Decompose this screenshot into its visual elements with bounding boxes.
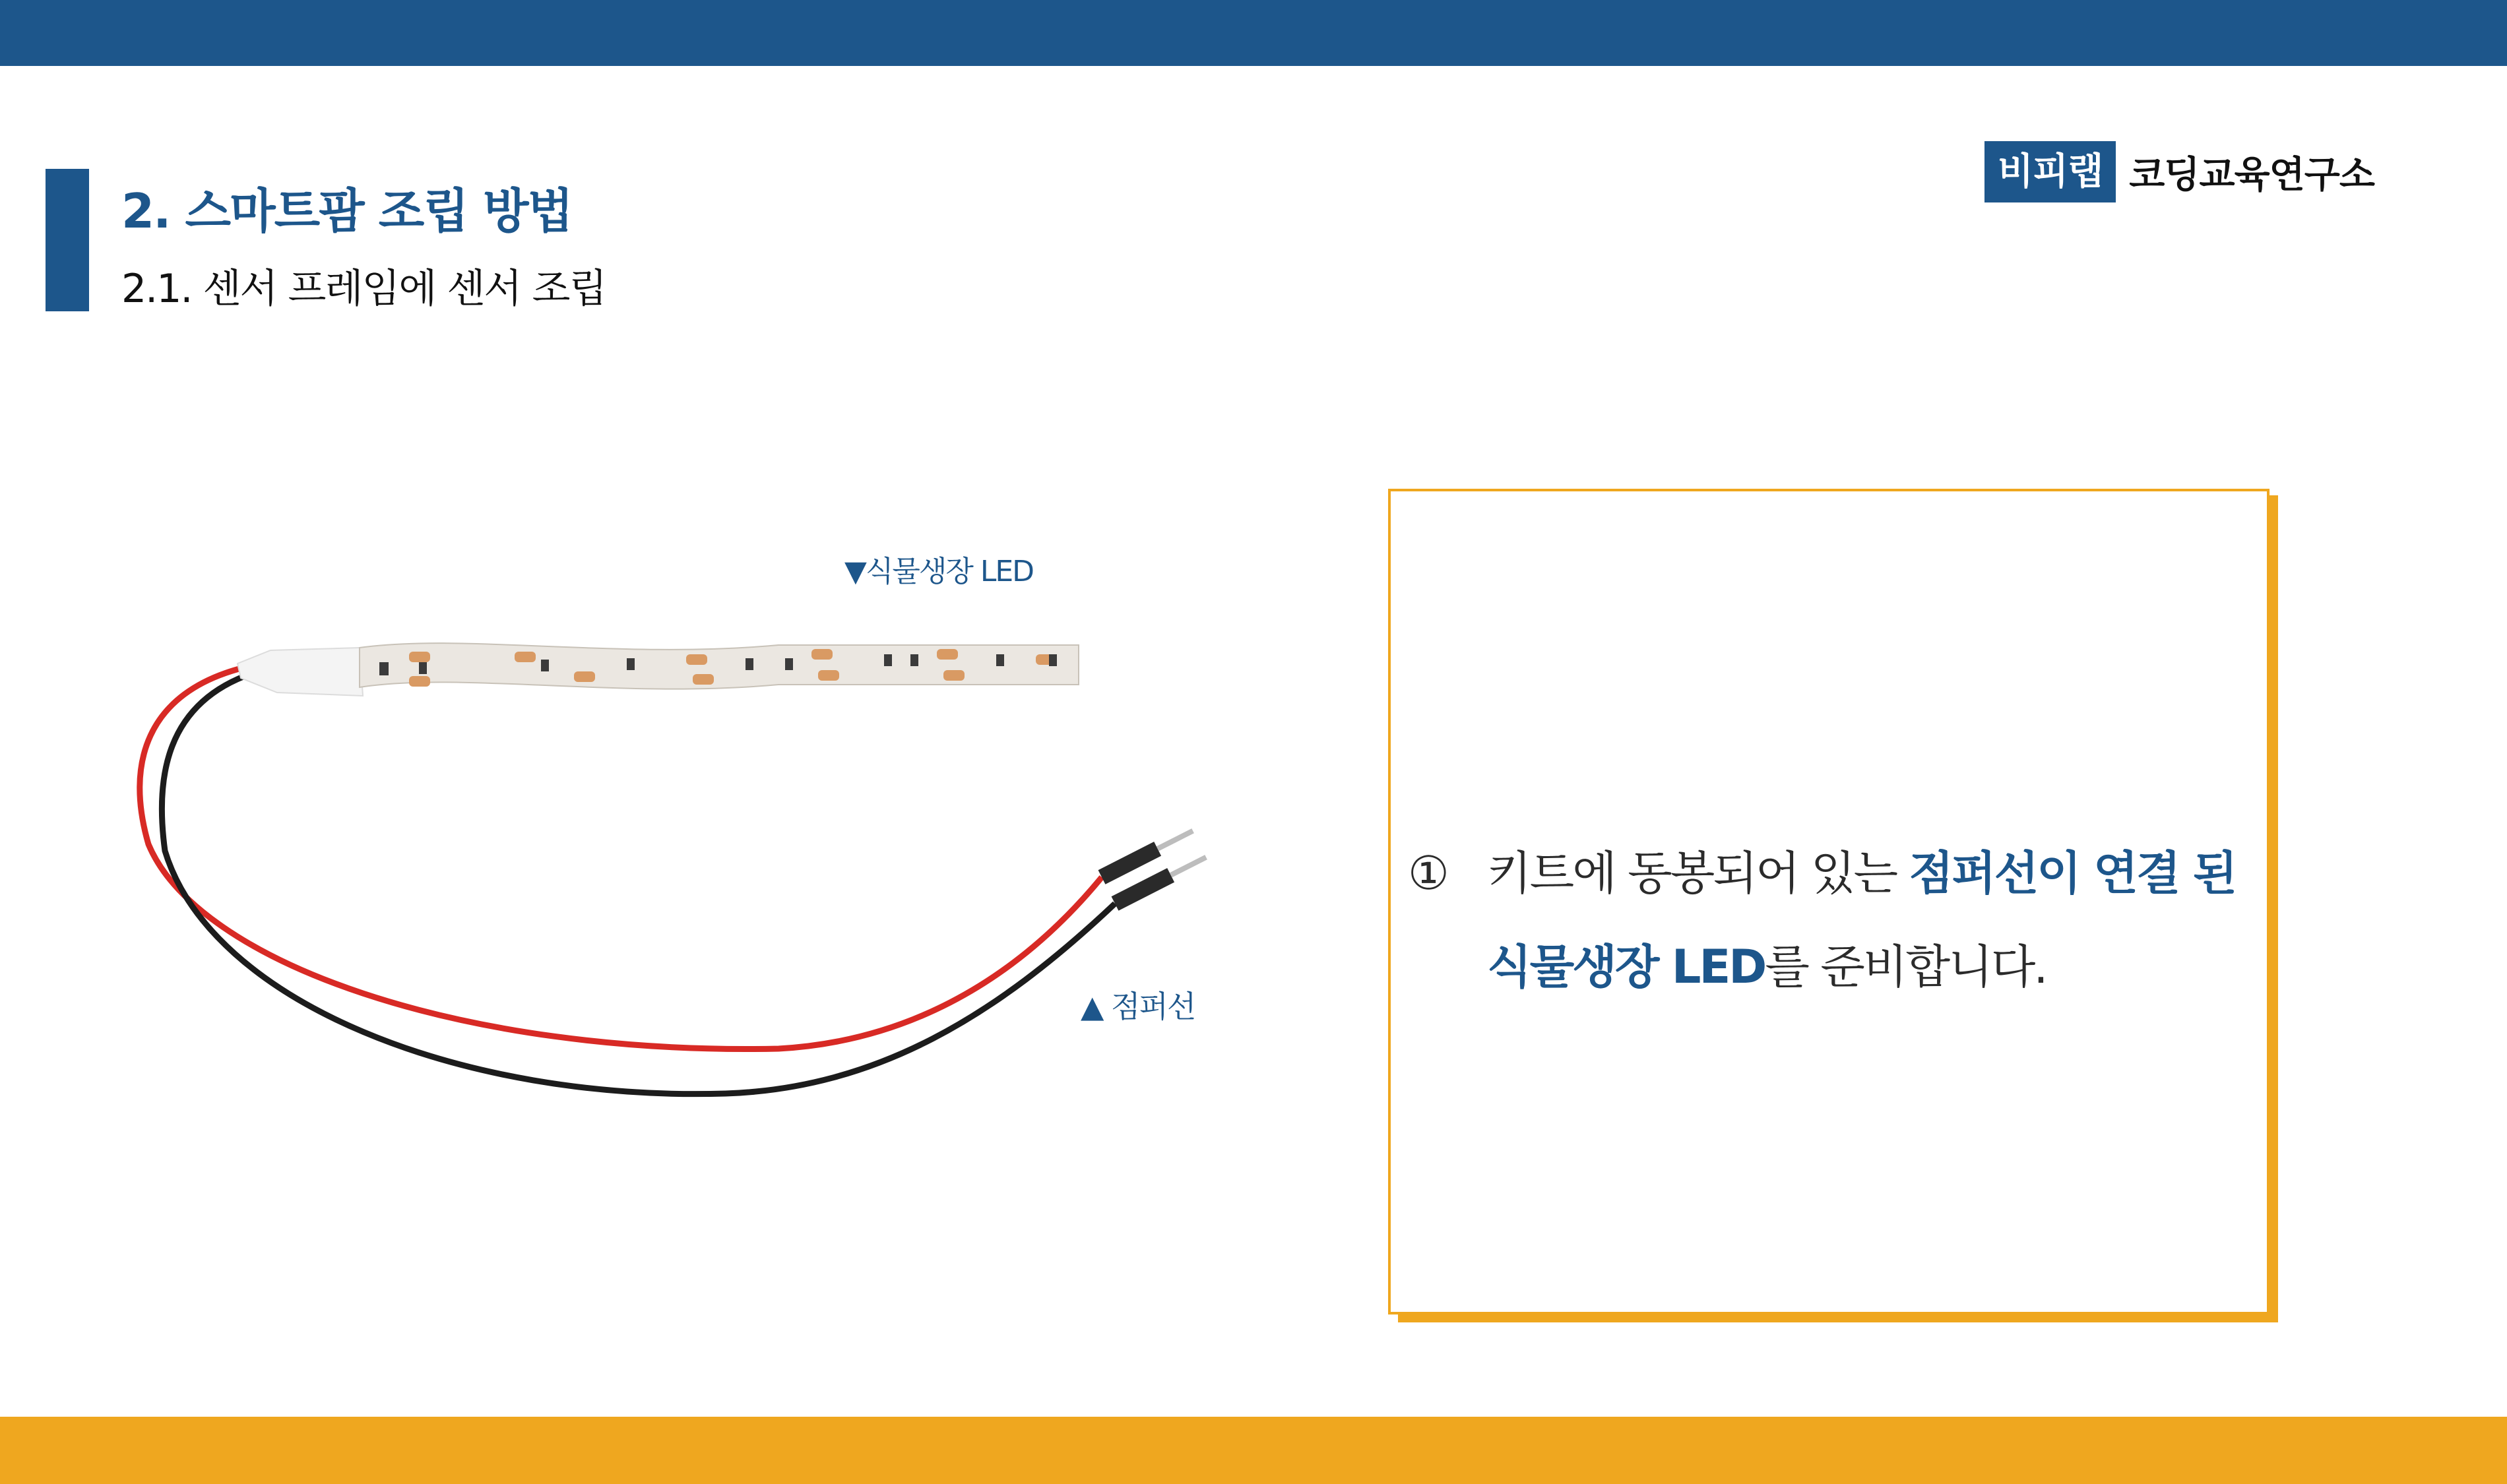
note-line-1: [1408, 836, 2235, 903]
step-number: ①: [1408, 846, 1447, 900]
top-bar: [0, 0, 2507, 66]
brand-text: 코딩교육연구소: [2129, 153, 2374, 197]
led-label: ▼식물생장 LED: [844, 555, 1034, 588]
jumper-pin-red: [1098, 824, 1197, 884]
note-line-1-highlight: 점퍼선이 연결 된: [1909, 846, 2236, 900]
strip-end-cap: [238, 648, 363, 696]
title-accent-bar: [46, 169, 89, 311]
bottom-bar: [0, 1417, 2507, 1484]
black-wire: [162, 673, 1115, 1094]
note-line-2-highlight: 식물생장 LED: [1487, 940, 1765, 994]
brand-box: 비피랩: [1984, 141, 2116, 202]
jumper-label: ▲ 점퍼선: [1081, 989, 1195, 1024]
led-strip: [360, 643, 1079, 689]
brand-logo: [1984, 141, 2374, 202]
note-line-2: [1487, 930, 2047, 997]
page-subtitle: 2.1. 센서 프레임에 센서 조립: [121, 266, 606, 312]
page-title: 2. 스마트팜 조립 방법: [121, 183, 573, 239]
note-line-2-text: 를 준비합니다.: [1765, 940, 2047, 994]
led-strip-photo: [119, 594, 1240, 1121]
note-line-1-text: 키트에 동봉되어 있는: [1487, 846, 1909, 900]
